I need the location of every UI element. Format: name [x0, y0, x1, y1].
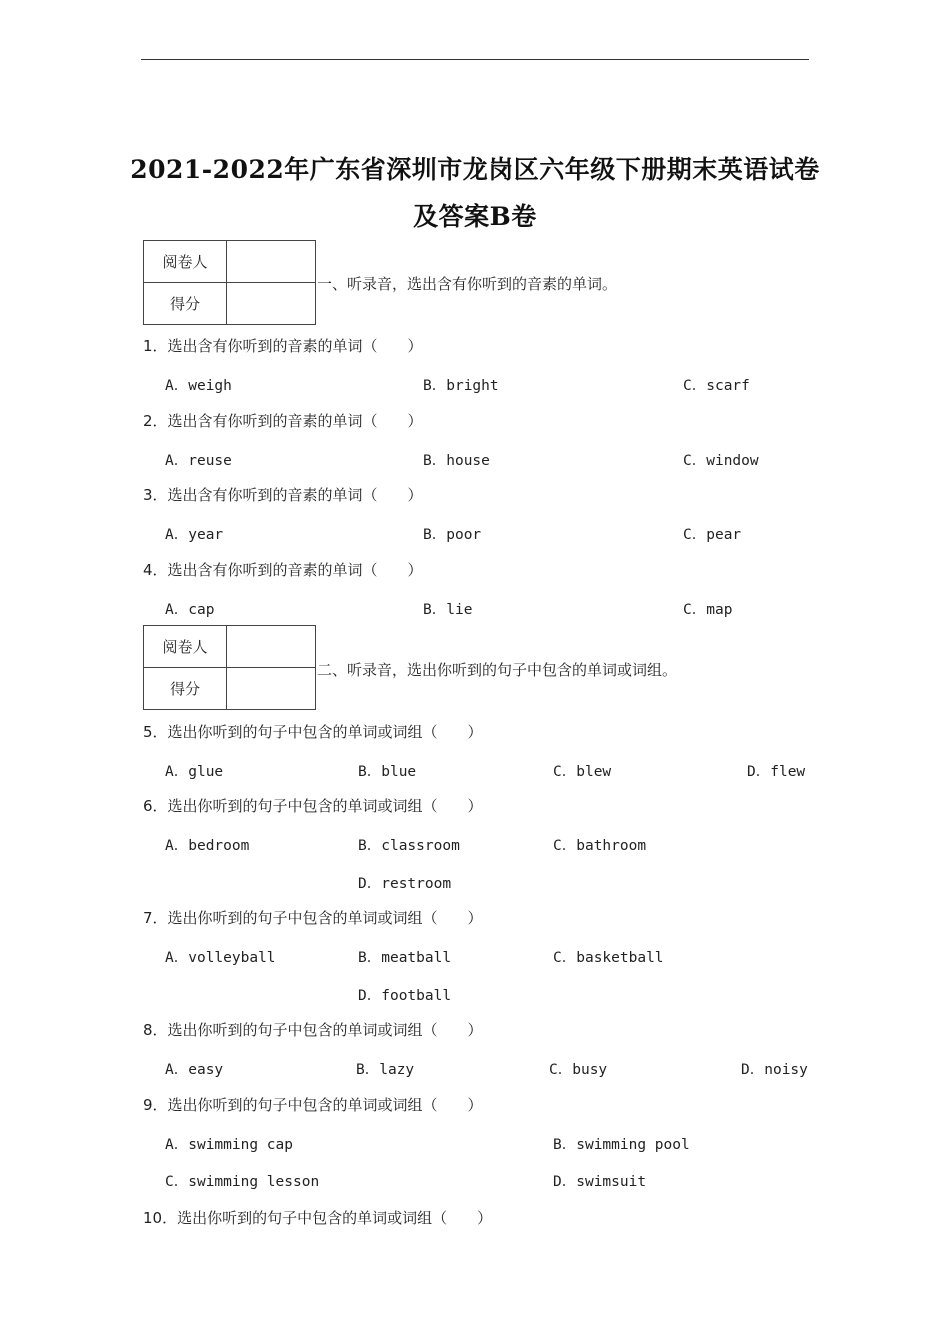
- option-a[interactable]: A．volleyball: [165, 950, 276, 966]
- question-stem: 2．选出含有你听到的音素的单词（ ）: [143, 412, 423, 430]
- score-field[interactable]: [227, 283, 316, 325]
- option-a[interactable]: A．reuse: [165, 453, 232, 469]
- option-b[interactable]: B．classroom: [358, 838, 460, 854]
- question-stem: 1．选出含有你听到的音素的单词（ ）: [143, 337, 423, 355]
- option-d[interactable]: D．swimsuit: [553, 1174, 647, 1190]
- header-rule: [141, 59, 809, 60]
- section-1-heading: 一、听录音，选出含有你听到的音素的单词。: [317, 275, 618, 293]
- option-b[interactable]: B．swimming pool: [553, 1137, 690, 1153]
- question-stem: 6．选出你听到的句子中包含的单词或词组（ ）: [143, 797, 483, 815]
- score-label: 得分: [144, 668, 227, 710]
- option-c[interactable]: C．bathroom: [553, 838, 647, 854]
- option-a[interactable]: A．glue: [165, 764, 224, 780]
- option-c[interactable]: C．map: [683, 602, 733, 618]
- option-a[interactable]: A．year: [165, 527, 224, 543]
- option-c[interactable]: C．swimming lesson: [165, 1174, 320, 1190]
- question-stem: 3．选出含有你听到的音素的单词（ ）: [143, 486, 423, 504]
- option-b[interactable]: B．lie: [423, 602, 473, 618]
- option-c[interactable]: C．busy: [549, 1062, 608, 1078]
- option-c[interactable]: C．blew: [553, 764, 612, 780]
- score-label: 得分: [144, 283, 227, 325]
- reviewer-label: 阅卷人: [144, 241, 227, 283]
- question-stem: 10．选出你听到的句子中包含的单词或词组（ ）: [143, 1209, 493, 1227]
- option-c[interactable]: C．window: [683, 453, 759, 469]
- option-a[interactable]: A．weigh: [165, 378, 232, 394]
- question-stem: 5．选出你听到的句子中包含的单词或词组（ ）: [143, 723, 483, 741]
- score-box-2: [143, 625, 316, 710]
- score-field[interactable]: [227, 668, 316, 710]
- option-c[interactable]: C．pear: [683, 527, 742, 543]
- page-title-line-1: 2021-2022年广东省深圳市龙岗区六年级下册期末英语试卷: [130, 155, 820, 184]
- option-a[interactable]: A．bedroom: [165, 838, 250, 854]
- page-title-line-2: 及答案B卷: [413, 202, 537, 231]
- option-b[interactable]: B．meatball: [358, 950, 452, 966]
- reviewer-label: 阅卷人: [144, 626, 227, 668]
- option-a[interactable]: A．easy: [165, 1062, 224, 1078]
- option-a[interactable]: A．cap: [165, 602, 215, 618]
- option-c[interactable]: C．scarf: [683, 378, 750, 394]
- question-stem: 9．选出你听到的句子中包含的单词或词组（ ）: [143, 1096, 483, 1114]
- option-b[interactable]: B．lazy: [356, 1062, 415, 1078]
- option-b[interactable]: B．bright: [423, 378, 499, 394]
- question-stem: 8．选出你听到的句子中包含的单词或词组（ ）: [143, 1021, 483, 1039]
- question-stem: 4．选出含有你听到的音素的单词（ ）: [143, 561, 423, 579]
- section-2-heading: 二、听录音，选出你听到的句子中包含的单词或词组。: [317, 661, 678, 679]
- option-b[interactable]: B．poor: [423, 527, 482, 543]
- option-d[interactable]: D．noisy: [741, 1062, 808, 1078]
- option-d[interactable]: D．restroom: [358, 876, 452, 892]
- score-box-1: [143, 240, 316, 325]
- option-c[interactable]: C．basketball: [553, 950, 664, 966]
- reviewer-field[interactable]: [227, 626, 316, 668]
- option-d[interactable]: D．football: [358, 988, 452, 1004]
- option-b[interactable]: B．blue: [358, 764, 417, 780]
- option-a[interactable]: A．swimming cap: [165, 1137, 293, 1153]
- reviewer-field[interactable]: [227, 241, 316, 283]
- option-b[interactable]: B．house: [423, 453, 490, 469]
- question-stem: 7．选出你听到的句子中包含的单词或词组（ ）: [143, 909, 483, 927]
- option-d[interactable]: D．flew: [747, 764, 806, 780]
